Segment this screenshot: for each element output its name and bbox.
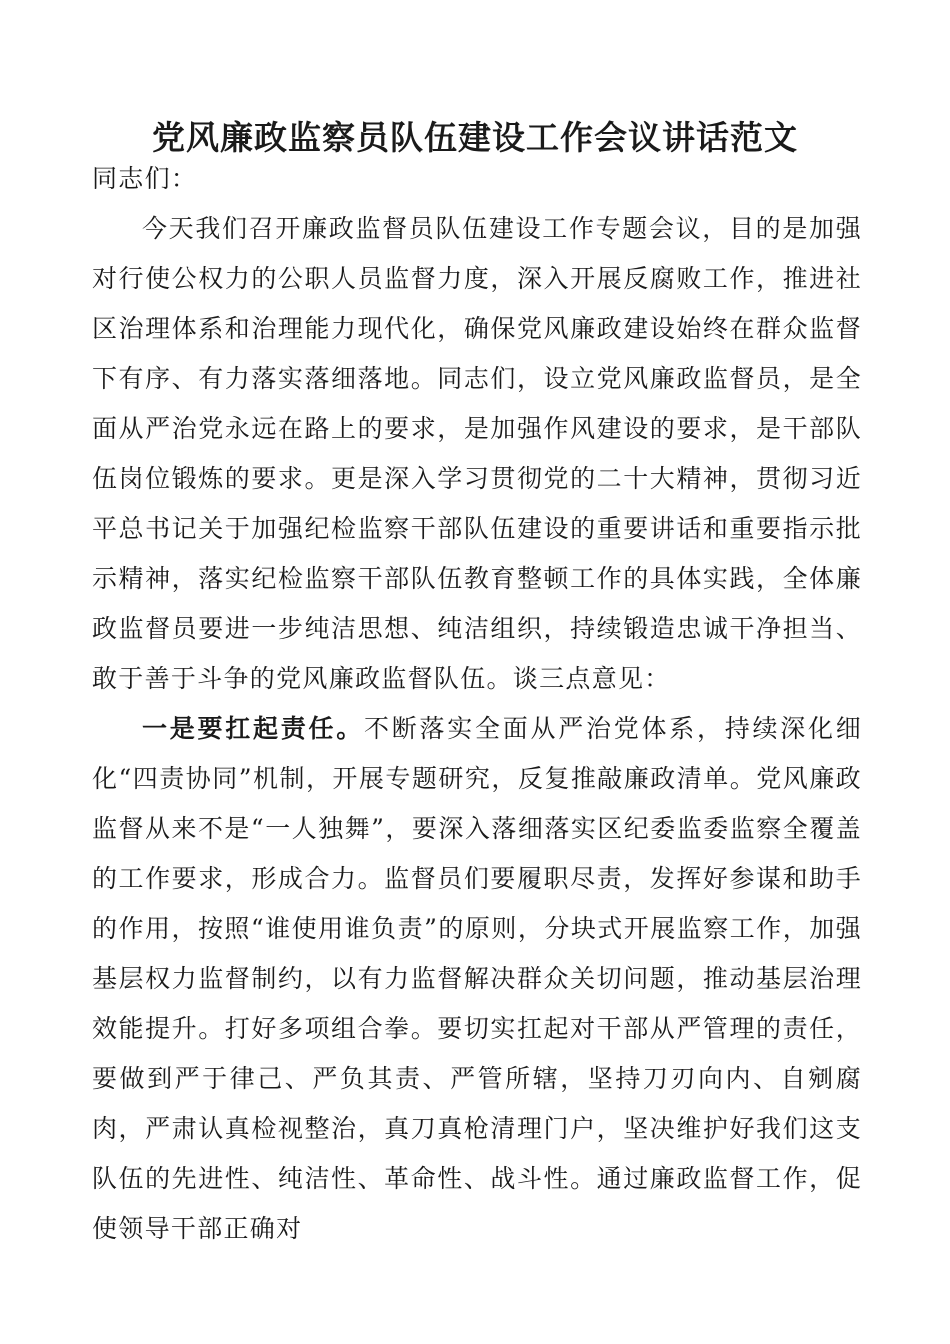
paragraph-point-one xyxy=(92,704,862,1254)
greeting: 同志们： xyxy=(92,164,198,193)
paragraph-text: 今天我们召开廉政监督员队伍建设工作专题会议，目的是加强对行使公权力的公职人员监督力度，深入开展反腐败工作，推进社区治理体系和治理能力现代化，确保党风廉政建设始终在群众监督下有序、有力落实落细落地。同志们，设立党风廉政监督员，是全面从严治党永远在路上的要求，是加强作风建设的要求，是干部队伍岗位锻炼的要求。更是深入学习贯彻党的二十大精神，贯彻习近平总书记关于加强纪检监察干部队伍建设的重要讲话和重要指示批示精神，落实纪检监察干部队伍教育整顿工作的具体实践，全体廉政监督员要进一步纯洁思想、纯洁组织，持续锻造忠诚干净担当、敢于善于斗争的党风廉政监督队伍。谈三点意见： xyxy=(92,214,862,693)
document-body xyxy=(92,154,862,1254)
paragraph-text: 不断落实全面从严治党体系，持续深化细化“四责协同”机制，开展专题研究，反复推敲廉政清单。党风廉政监督从来不是“一人独舞”，要深入落细落实区纪委监委监察全覆盖的工作要求，形成合力。监督员们要履职尽责，发挥好参谋和助手的作用，按照“谁使用谁负责”的原则，分块式开展监察工作，加强基层权力监督制约，以有力监督解决群众关切问题，推动基层治理效能提升。打好多项组合拳。要切实扛起对干部从严管理的责任，要做到严于律己、严负其责、严管所辖，坚持刀刃向内、自剜腐肉，严肃认真检视整治，真刀真枪清理门户，坚决维护好我们这支队伍的先进性、纯洁性、革命性、战斗性。通过廉政监督工作，促使领导干部正确对 xyxy=(92,714,862,1243)
document-title: 党风廉政监察员队伍建设工作会议讲话范文 xyxy=(152,118,798,157)
paragraph-intro xyxy=(92,204,862,704)
paragraph-lead-heading: 一是要扛起责任。 xyxy=(142,714,364,743)
